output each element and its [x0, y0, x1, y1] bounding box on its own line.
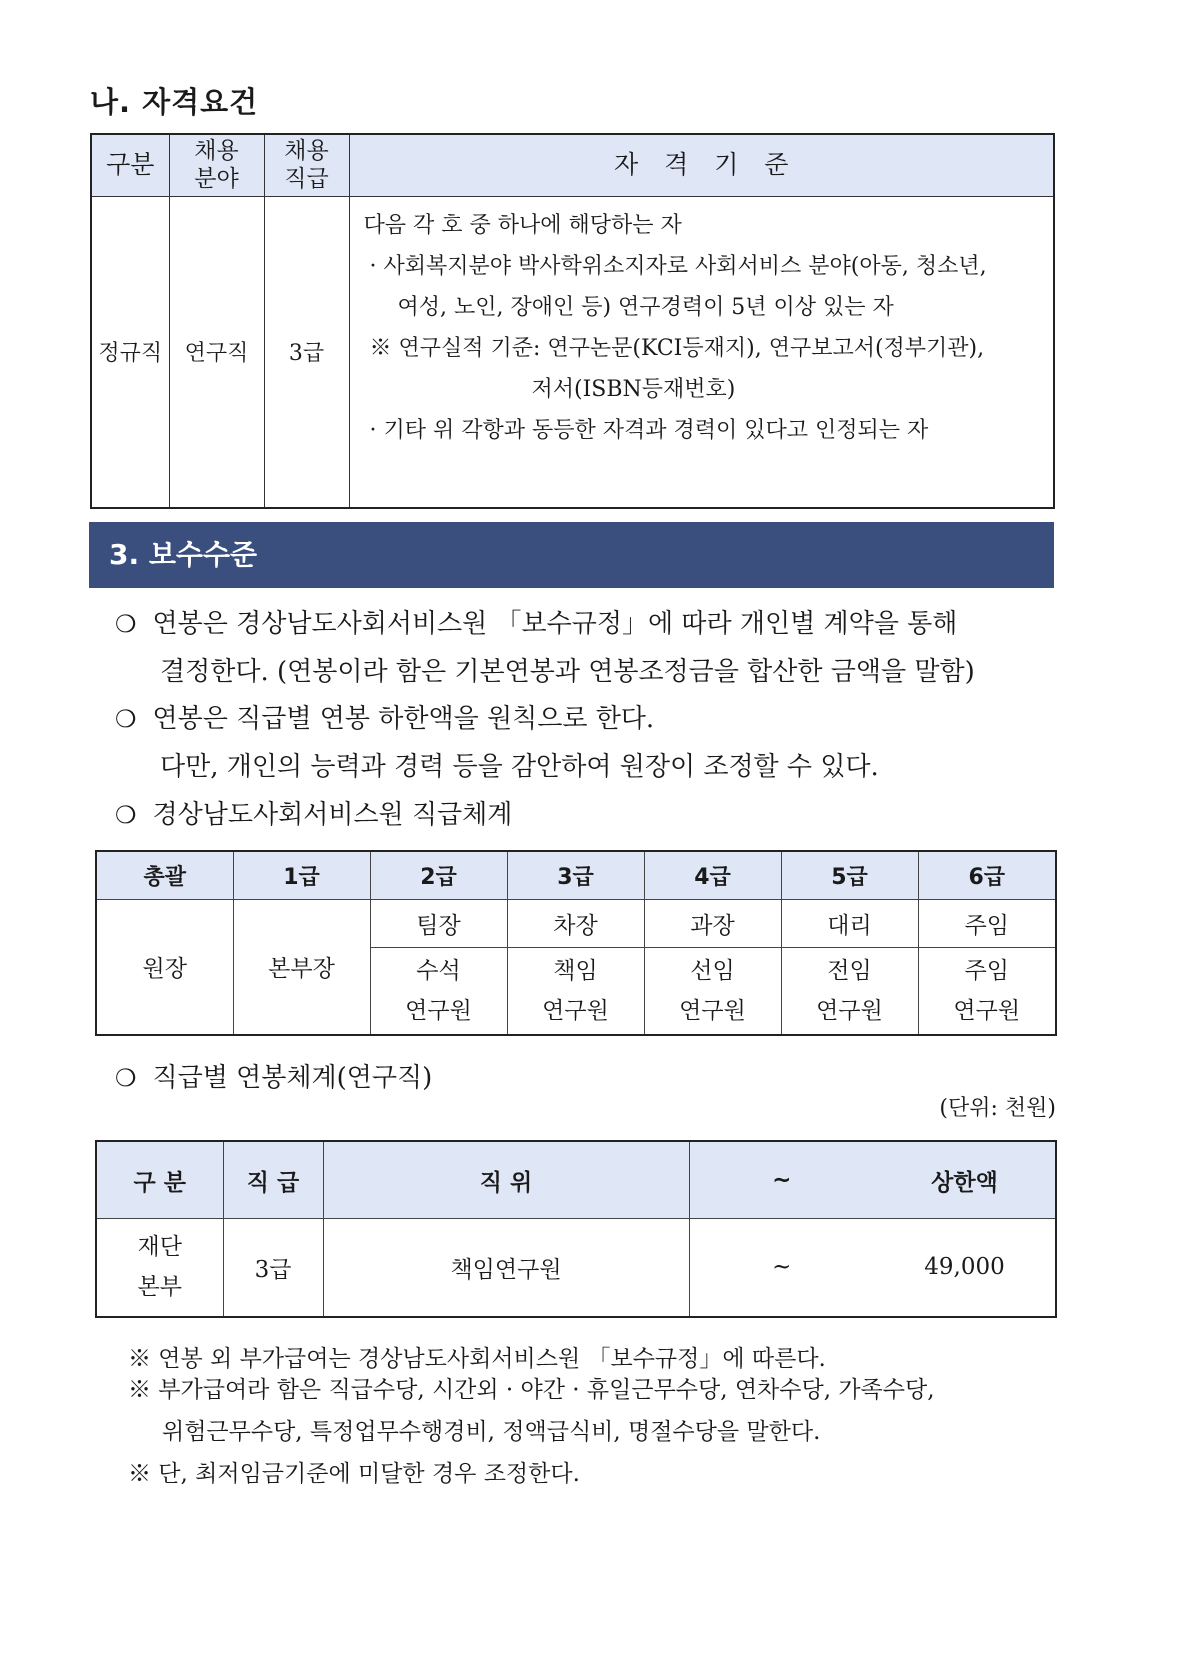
circle-bullet-icon: ❍ — [115, 610, 137, 638]
research-title: 책임 연구원 — [507, 948, 644, 1035]
header-rank: 채용 직급 — [264, 134, 349, 196]
salary-rank: 3급 — [223, 1219, 323, 1317]
salary-header: 구 분 — [96, 1141, 223, 1219]
section-3-banner: 3. 보수수준 — [89, 522, 1054, 588]
salary-header: 직 위 — [323, 1141, 689, 1219]
note-2: ※ 부가급여라 함은 직급수당, 시간외 · 야간 · 휴일근무수당, 연차수당, 가족수당, — [128, 1377, 935, 1403]
rank-title: 대리 — [781, 900, 918, 948]
criteria-line: 저서(ISBN등재번호) — [531, 376, 736, 402]
rank-header: 4급 — [644, 851, 781, 900]
rank-first: 본부장 — [233, 900, 370, 1035]
bullet-4-text: 직급별 연봉체계(연구직) — [152, 1063, 433, 1093]
salary-position: 책임연구원 — [323, 1219, 689, 1317]
bullet-2-cont: 다만, 개인의 능력과 경력 등을 감안하여 원장이 조정할 수 있다. — [160, 752, 879, 782]
criteria-line: · 사회복지분야 박사학위소지자로 사회서비스 분야(아동, 청소년, — [369, 253, 987, 279]
header-criteria: 자 격 기 준 — [349, 134, 1054, 196]
salary-table — [95, 1140, 1057, 1318]
rank-header: 1급 — [233, 851, 370, 900]
bullet-1-text: 연봉은 경상남도사회서비스원 「보수규정」에 따라 개인별 계약을 통해 — [152, 609, 958, 639]
unit-note: (단위: 천원) — [939, 1096, 1056, 1121]
circle-bullet-icon: ❍ — [115, 801, 137, 829]
research-title: 전임 연구원 — [781, 948, 918, 1035]
qualification-table — [90, 133, 1055, 509]
salary-org: 재단 본부 — [96, 1219, 223, 1317]
bullet-1 — [115, 603, 957, 640]
bullet-2 — [115, 698, 654, 735]
rank-title: 주임 — [918, 900, 1056, 948]
header-gubun: 구분 — [91, 134, 169, 196]
salary-header: ~ — [689, 1141, 874, 1219]
rank-title: 과장 — [644, 900, 781, 948]
rank-header: 2급 — [370, 851, 507, 900]
section-na-title: 나. 자격요건 — [90, 85, 259, 119]
rank-header: 6급 — [918, 851, 1056, 900]
criteria-line: 여성, 노인, 장애인 등) 연구경력이 5년 이상 있는 자 — [397, 294, 894, 320]
bullet-2-text: 연봉은 직급별 연봉 하한액을 원칙으로 한다. — [152, 704, 655, 734]
job-field: 연구직 — [169, 196, 264, 508]
bullet-4 — [115, 1057, 432, 1094]
rank-chief: 원장 — [96, 900, 233, 1035]
job-rank: 3급 — [264, 196, 349, 508]
criteria-cell — [349, 196, 1054, 508]
bullet-3-text: 경상남도사회서비스원 직급체계 — [152, 800, 513, 830]
salary-tilde: ~ — [689, 1219, 874, 1317]
research-title: 선임 연구원 — [644, 948, 781, 1035]
research-title: 주임 연구원 — [918, 948, 1056, 1035]
circle-bullet-icon: ❍ — [115, 1064, 137, 1092]
salary-max: 49,000 — [874, 1219, 1056, 1317]
rank-header: 3급 — [507, 851, 644, 900]
criteria-line: 다음 각 호 중 하나에 해당하는 자 — [363, 212, 682, 238]
rank-header: 5급 — [781, 851, 918, 900]
note-1: ※ 연봉 외 부가급여는 경상남도사회서비스원 「보수규정」에 따른다. — [128, 1346, 826, 1372]
rank-header: 총괄 — [96, 851, 233, 900]
note-2-cont: 위험근무수당, 특정업무수행경비, 정액급식비, 명절수당을 말한다. — [162, 1419, 821, 1445]
bullet-3 — [115, 794, 512, 831]
employment-type: 정규직 — [91, 196, 169, 508]
bullet-1-cont: 결정한다. (연봉이라 함은 기본연봉과 연봉조정금을 합산한 금액을 말함) — [160, 657, 975, 687]
research-title: 수석 연구원 — [370, 948, 507, 1035]
criteria-line: · 기타 위 각항과 동등한 자격과 경력이 있다고 인정되는 자 — [369, 417, 929, 443]
salary-header: 직 급 — [223, 1141, 323, 1219]
note-3: ※ 단, 최저임금기준에 미달한 경우 조정한다. — [128, 1461, 580, 1487]
header-field: 채용 분야 — [169, 134, 264, 196]
rank-title: 팀장 — [370, 900, 507, 948]
rank-system-table — [95, 850, 1057, 1036]
salary-header: 상한액 — [874, 1141, 1056, 1219]
criteria-line: ※ 연구실적 기준: 연구논문(KCI등재지), 연구보고서(정부기관), — [369, 335, 985, 361]
rank-title: 차장 — [507, 900, 644, 948]
circle-bullet-icon: ❍ — [115, 705, 137, 733]
